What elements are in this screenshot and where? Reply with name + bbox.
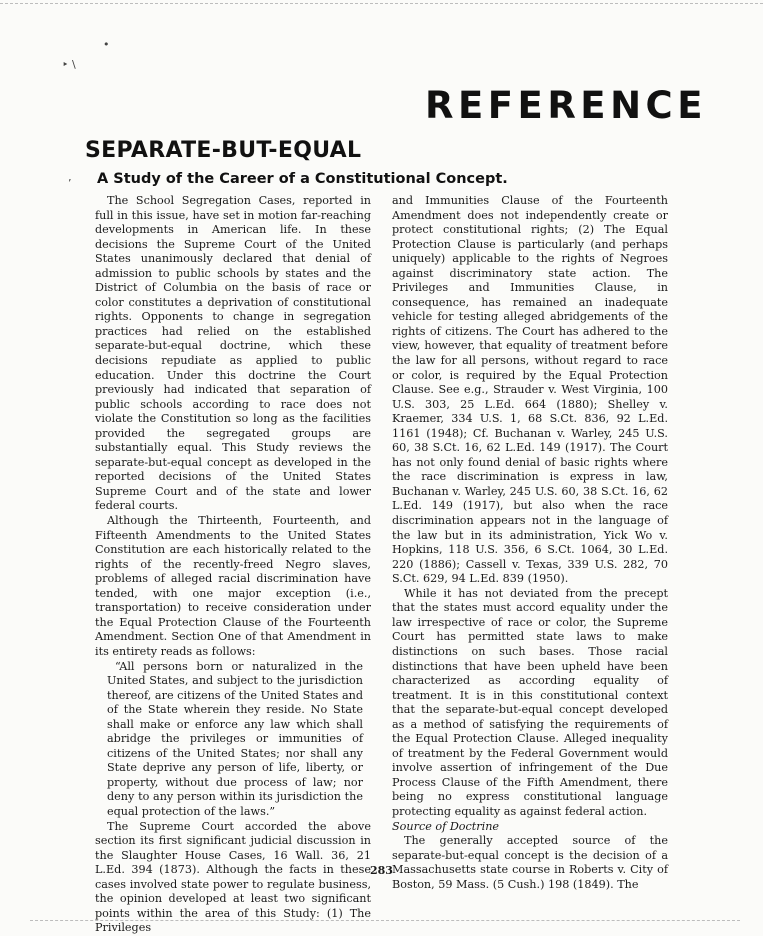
paragraph: and Immunities Clause of the Fourteenth Amendment does not independently create or protect constitutional rights; (2) The Equal Protection Clause is particularly (and perhaps uniquely) applicable to the rights of Negroes against discriminatory state action. The Privileges and Immunities Clause, in consequence, has remained an inadequate vehicle for testing alleged abridgements of the rights of citizens. The Court has adhered to the view, however, that equality of treatment before the law for all persons, without regard to race or color, is required by the Equal Protection Clause. See e.g., Strauder v. West Virginia, 100 U.S. 303, 25 L.Ed. 664 (1880); Shelley v. Kraemer, 334 U.S. 1, 68 S.Ct. 836, 92 L.Ed. 1161 (1948); Cf. Buchanan v. Warley, 245 U.S. 60, 38 S.Ct. 16, 62 L.Ed. 149 (1917). The Court has not only found denial of basic rights where the race discrimination is express in law, Buchanan v. Warley, 245 U.S. 60, 38 S.Ct. 16, 62 L.Ed. 149 (1917), but also when the race discrimination appears not in the language of the law but in its administration, Yick Wo v. Hopkins, 118 U.S. 356, 6 S.Ct. 1064, 30 L.Ed. 220 (1886); Cassell v. Texas, 339 U.S. 282, 70 S.Ct. 629, 94 L.Ed. 839 (1950). xyxy=(392,194,668,586)
right-column xyxy=(392,194,668,892)
bottom-dashed-rule xyxy=(30,920,740,921)
article-title: SEPARATE-BUT-EQUAL xyxy=(85,138,362,163)
margin-mark: ’ xyxy=(68,177,72,190)
page-number: 283 xyxy=(370,864,393,877)
subheading: Source of Doctrine xyxy=(392,819,500,833)
paragraph: Although the Thirteenth, Fourteenth, and Fifteenth Amendments to the United States Constitution are each historically related to the rights of the recently-freed Negro slaves, problems of alleged racial discrimination have tended, with one major exception (i.e., transportation) to receive consideration under the Equal Protection Clause of the Fourteenth Amendment. Section One of that Amendment in its entirety reads as follows: xyxy=(95,514,371,658)
left-column xyxy=(95,194,371,936)
paragraph: The generally accepted source of the separate-but-equal concept is the decision of a Massachusetts state course in Roberts v. City of Boston, 59 Mass. (5 Cush.) 198 (1849). The xyxy=(392,834,668,891)
article-subtitle: A Study of the Career of a Constitutional Concept. xyxy=(97,171,508,187)
margin-mark: ‣ \ xyxy=(62,58,76,71)
margin-dot: • xyxy=(103,38,110,51)
top-dashed-rule xyxy=(0,3,763,4)
paragraph: While it has not deviated from the precept that the states must accord equality under the law irrespective of race or color, the Supreme Court has permitted state laws to make distinctions on such bases. Those racial distinctions that have been upheld have been characterized as according equality of treatment. It is in this constitutional context that the separate-but-equal concept developed as a method of satisfying the requirements of the Equal Protection Clause. Alleged inequality of treatment by the Federal Government would involve assertion of infringement of the Due Process Clause of the Fifth Amendment, there being no express constitutional language protecting equality as against federal action. xyxy=(392,586,668,818)
paragraph: The Supreme Court accorded the above section its first significant judicial discussion in the Slaughter House Cases, 16 Wall. 36, 21 L.Ed. 394 (1873). Although the facts in these cases involved state power to regulate business, the opinion developed at least two significant points within the area of this Study: (1) The Privileges xyxy=(95,819,371,935)
section-heading: REFERENCE xyxy=(425,84,707,127)
paragraph: The School Segregation Cases, reported in full in this issue, have set in motion far-reaching developments in American life. In these decisions the Supreme Court of the United States unanimously declared that denial of admission to public schools by states and the District of Columbia on the basis of race or color constitutes a deprivation of constitutional rights. Opponents to change in segregation practices had relied on the established separate-but-equal doctrine, which these decisions repudiate as applied to public education. Under this doctrine the Court previously had indicated that separation of public schools according to race does not violate the Constitution so long as the facilities provided the segregated groups are substantially equal. This Study reviews the separate-but-equal concept as developed in the reported decisions of the United States Supreme Court and of the state and lower federal courts. xyxy=(95,194,371,513)
block-quote: “All persons born or naturalized in the United States, and subject to the jurisdiction thereof, are citizens of the United States and of the State wherein they reside. No State shall make or enforce any law which shall abridge the privileges or immunities of citizens of the United States; nor shall any State deprive any person of life, liberty, or property, without due process of law; nor deny to any person within its jurisdiction the equal protection of the laws.” xyxy=(107,659,363,818)
